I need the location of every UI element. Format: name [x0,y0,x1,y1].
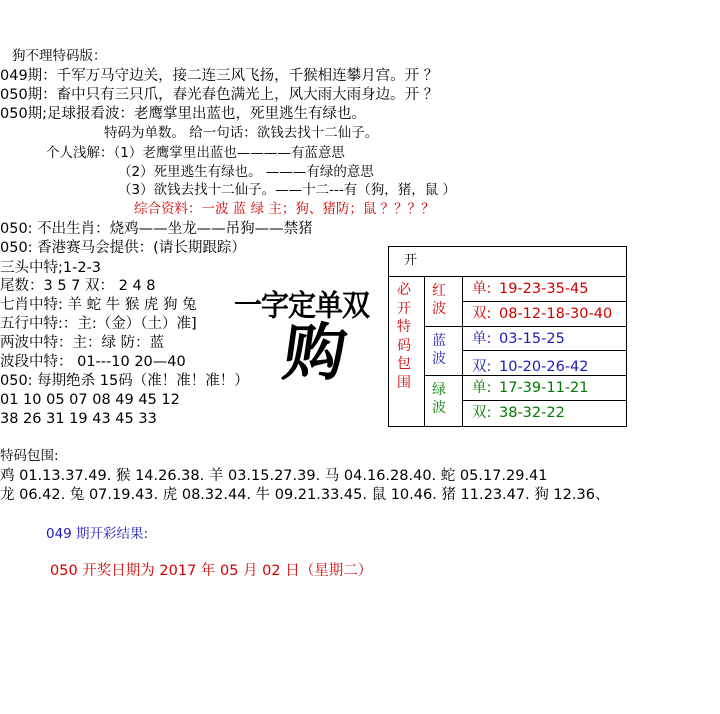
no-zodiac-line: 050: 不出生肖：烧鸡——坐龙——吊狗——禁猪 [0,221,313,237]
hint-line: 特码为单数。 给一句话：欲钱去找十二仙子。 [104,125,379,141]
row-value: 03-15-25 [499,331,565,347]
kill-numbers-row-1: 01 10 05 07 08 49 45 12 [0,392,180,408]
slogan-heading: 一字定单双 [234,288,370,323]
jockey-club-line: 050: 香港赛马会提供：(请长期跟踪） [0,240,246,256]
row-key: 双: [472,405,492,421]
zodiac-line-1: 鸡 01.13.37.49. 猴 14.26.38. 羊 03.15.27.39. 马 04.16.28.40. 蛇 05.17.29.41 [0,468,548,484]
seven-zodiac-line: 七肖中特: 羊 蛇 牛 猴 虎 狗 兔 [0,297,197,313]
table-row [463,376,626,401]
explain-line-2: （2）死里逃生有绿也。 ———有绿的意思 [118,164,374,180]
table-header [389,247,626,277]
row-value: 38-32-22 [499,405,565,421]
zodiac-line-2: 龙 06.42. 兔 07.19.43. 虎 08.32.44. 牛 09.21.33.45. 鼠 10.46. 猪 11.23.47. 狗 12.36、 [0,487,610,503]
tail-number-line: 尾数：3 5 7 双： 2 4 8 [0,278,156,294]
special-number-table [388,246,627,427]
football-line: 050期;足球报看波：老鹰掌里出蓝也，死里逃生有绿也。 [0,106,367,122]
two-wave-line: 两波中特：主：绿 防：蓝 [0,335,165,351]
slogan-glyph: 购 [278,316,352,389]
row-key: 单: [472,380,492,396]
table-row [463,302,626,327]
zodiac-title: 特码包围: [0,448,59,464]
riddle-line-049: 049期：千军万马守边关，接二连三风飞扬，千猴相连攀月宫。开 ？ [0,68,439,84]
five-element-line: 五行中特:：主:（金）（土）准] [0,316,197,332]
draw-date: 050 开奖日期为 2017 年 05 月 02 日（星期二） [50,563,373,579]
table-row [463,401,626,426]
table-header-label: 开 [404,253,418,268]
group-blue-cell [425,327,463,376]
row-value: 19-23-35-45 [499,281,589,297]
row-key: 双: [472,306,492,322]
row-key: 单: [472,331,492,347]
row-value: 08-12-18-30-40 [499,306,613,322]
group-blue-label: 蓝波 [432,333,446,367]
explain-line-3: （3）欲钱去找十二仙子。——十二---有（狗，猪，鼠 ） [118,182,456,198]
table-row [463,327,626,351]
kill-15-line: 050: 每期绝杀 15码（准！准！准！） [0,373,249,389]
page-title: 狗不理特码版： [12,48,107,64]
group-green-cell [425,376,463,426]
row-value: 10-20-26-42 [499,359,589,375]
group-red-label: 红波 [432,283,446,317]
three-head-line: 三头中特;1-2-3 [0,260,102,276]
result-label: 049 期开彩结果: [46,526,149,542]
table-row [463,277,626,302]
wave-segment-line: 波段中特： 01---10 20—40 [0,354,186,370]
summary-line: 综合资料：一波 蓝 绿 主；狗、猪防；鼠 ？？？？ [134,201,435,217]
group-red-cell [425,277,463,327]
kill-numbers-row-2: 38 26 31 19 43 45 33 [0,411,157,424]
row-key: 双: [472,359,492,375]
table-left-label-cell [389,277,425,426]
group-green-label: 绿波 [432,382,446,416]
explain-line-1: 个人浅解：（1）老鹰掌里出蓝也————有蓝意思 [46,145,345,161]
row-key: 单: [472,281,492,297]
riddle-line-050: 050期：畜中只有三只爪，春光春色满光上，风大雨大雨身边。开 ？ [0,87,439,103]
row-value: 17-39-11-21 [499,380,589,396]
table-left-label: 必开特码包围 [397,282,411,391]
table-row [463,351,626,376]
